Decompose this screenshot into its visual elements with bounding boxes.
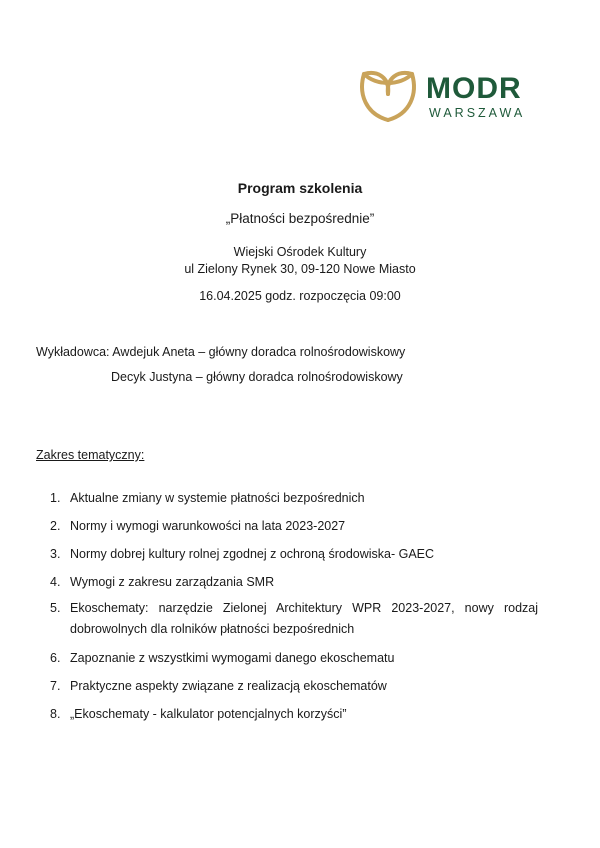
logo-subtitle: WARSZAWA [429,106,526,120]
list-item-number: 8. [50,707,61,721]
list-item-text: Normy dobrej kultury rolnej zgodnej z ochroną środowiska- GAEC [70,547,435,561]
list-item-text: Wymogi z zakresu zarządzania SMR [70,575,275,589]
venue-name: Wiejski Ośrodek Kultury [233,245,367,259]
logo-name: MODR [426,72,522,105]
list-item-number: 3. [50,547,61,561]
trefoil-knot-icon [356,64,420,124]
lecturer-line-2: Decyk Justyna – główny doradca rolnośrodowiskowy [111,370,403,384]
list-item-text: Aktualne zmiany w systemie płatności bezpośrednich [70,491,365,505]
list-item-text: Zapoznanie z wszystkimi wymogami danego ekoschematu [70,651,395,665]
list-item-number: 7. [50,679,61,693]
list-item-number: 6. [50,651,61,665]
list-item-number: 5. [50,601,61,615]
list-item-text: Ekoschematy: narzędzie Zielonej Architektury WPR 2023-2027, nowy rodzaj dobrowolnych dla rolników płatności bezpośrednich [70,601,538,636]
list-item-number: 4. [50,575,61,589]
list-item-text: Normy i wymogi warunkowości na lata 2023-2027 [70,519,346,533]
lecturer-line-1: Wykładowca: Awdejuk Aneta – główny doradca rolnośrodowiskowy [36,345,406,359]
venue-address: ul Zielony Rynek 30, 09-120 Nowe Miasto [184,261,416,276]
event-date: 16.04.2025 godz. rozpoczęcia 09:00 [199,289,401,303]
modr-logo [356,64,536,124]
venue-block [0,245,600,278]
document-subtitle: „Płatności bezpośrednie” [225,211,375,226]
list-item-text: „Ekoschematy - kalkulator potencjalnych korzyści” [70,707,347,721]
scope-heading: Zakres tematyczny: [36,448,145,462]
list-item-number: 2. [50,519,61,533]
document-title: Program szkolenia [237,180,363,196]
list-item-text: Praktyczne aspekty związane z realizacją ekoschematów [70,679,387,693]
list-item-number: 1. [50,491,61,505]
